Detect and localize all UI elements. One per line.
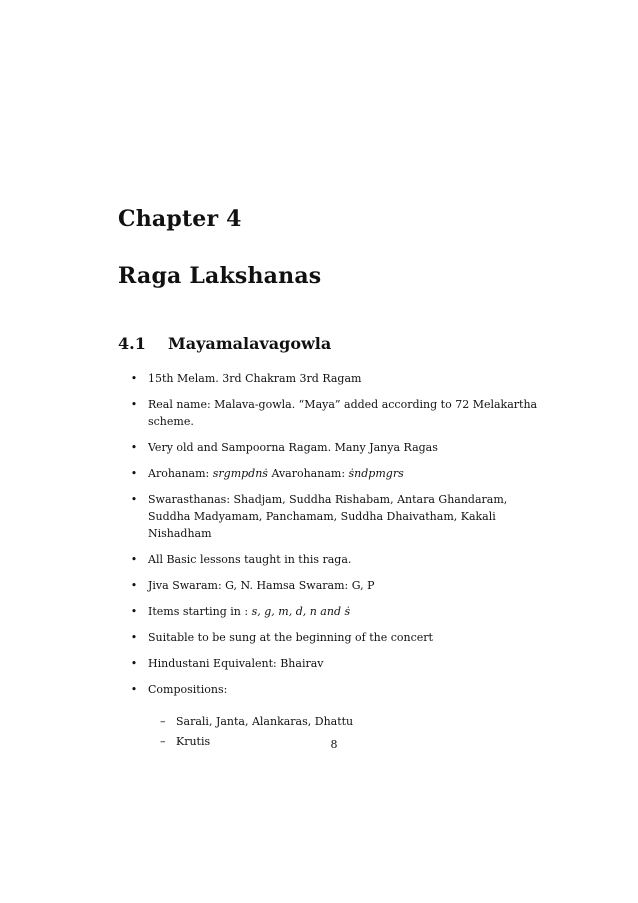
list-item-arohanam (118, 465, 548, 482)
dash-icon: – (160, 735, 166, 748)
bullet-icon: • (130, 553, 138, 566)
list-item-concert (118, 629, 548, 646)
bullet-icon: • (130, 467, 138, 480)
list-item-text: Compositions: (148, 683, 228, 696)
list-item-text: Jiva Swaram: G, N. Hamsa Swaram: G, P (148, 579, 375, 592)
bullet-icon: • (130, 372, 138, 385)
list-item-melam (118, 370, 548, 387)
sub-list-item (148, 713, 548, 730)
list-item-text: 15th Melam. 3rd Chakram 3rd Ragam (148, 372, 362, 385)
list-item-starting-notes (118, 603, 548, 620)
starting-notes: s, g, m, d, n and ṡ (251, 605, 351, 618)
composition-text: Krutis (176, 735, 211, 748)
list-item-text: Very old and Sampoorna Ragam. Many Janya Ragas (148, 441, 438, 454)
list-item-text: Swarasthanas: Shadjam, Suddha Rishabam, Antara Ghandaram, Suddha Madyamam, Panchamam, Suddha Dhaivatham, Kakali Nishadham (148, 493, 508, 540)
bullet-icon: • (130, 441, 138, 454)
list-item-text: All Basic lessons taught in this raga. (148, 553, 352, 566)
list-item-hindustani (118, 655, 548, 672)
bullet-icon: • (130, 683, 138, 696)
chapter-title: Raga Lakshanas (118, 263, 322, 289)
list-item-real-name (118, 396, 548, 430)
bullet-icon: • (130, 657, 138, 670)
chapter-label: Chapter 4 (118, 206, 242, 232)
arohanam-label: Arohanam: (148, 467, 213, 480)
section-title: Mayamalavagowla (168, 334, 332, 353)
section-heading (118, 333, 331, 355)
arohanam-notes: srgmpdnṡ (212, 467, 268, 480)
list-item-swarasthanas (118, 491, 548, 542)
bullet-icon: • (130, 579, 138, 592)
list-item-jiva-swaram (118, 577, 548, 594)
list-item-text: Hindustani Equivalent: Bhairav (148, 657, 324, 670)
composition-text: Sarali, Janta, Alankaras, Dhattu (176, 715, 354, 728)
avarohanam-label: Avarohanam: (267, 467, 349, 480)
section-number: 4.1 (118, 334, 146, 353)
list-item-sampoorna (118, 439, 548, 456)
starting-notes-label: Items starting in : (148, 605, 252, 618)
list-item-text: Suitable to be sung at the beginning of the concert (148, 631, 433, 644)
bullet-icon: • (130, 605, 138, 618)
page-number: 8 (330, 738, 338, 751)
list-item-basic-lessons (118, 551, 548, 568)
bullet-icon: • (130, 631, 138, 644)
list-item-text: Real name: Malava-gowla. “Maya” added according to 72 Melakartha scheme. (148, 398, 538, 428)
raga-details-list (118, 370, 548, 759)
bullet-icon: • (130, 398, 138, 411)
bullet-icon: • (130, 493, 138, 506)
avarohanam-notes: ṡndpmgrs (348, 467, 404, 480)
dash-icon: – (160, 715, 166, 728)
